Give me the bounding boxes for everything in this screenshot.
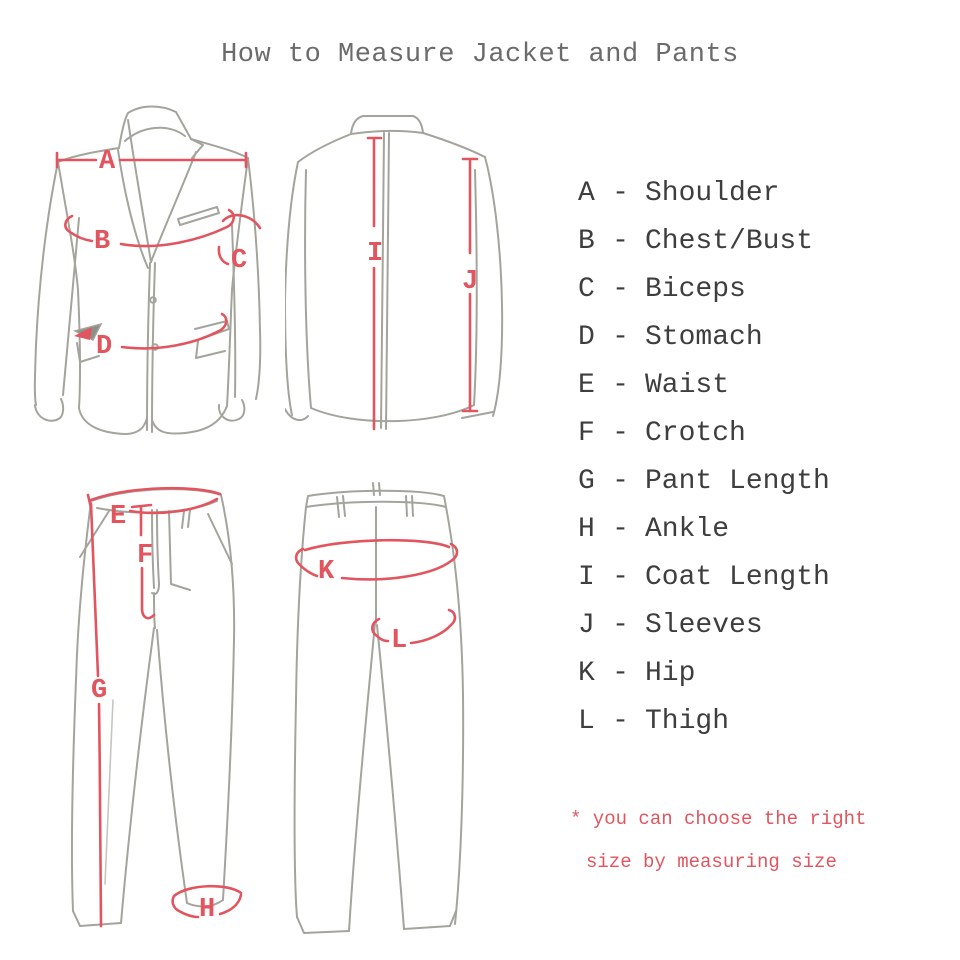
legend-row (578, 601, 830, 649)
legend-name: Biceps (645, 273, 746, 305)
legend-separator: - (612, 369, 629, 401)
legend-row (578, 697, 830, 745)
legend-name: Sleeves (645, 609, 763, 641)
note-line-2: size by measuring size (586, 851, 837, 873)
legend-letter: B (578, 225, 595, 257)
legend-row (578, 265, 830, 313)
belt-loop (182, 510, 190, 528)
measure-line-stomach (122, 314, 226, 348)
measurement-legend (578, 169, 830, 745)
legend-row (578, 649, 830, 697)
legend-separator: - (612, 225, 629, 257)
measure-letter-e: E (110, 502, 127, 532)
legend-letter: G (578, 465, 595, 497)
legend-separator: - (612, 465, 629, 497)
legend-row (578, 505, 830, 553)
waistband (306, 491, 446, 507)
legend-letter: I (578, 561, 595, 593)
legend-separator: - (612, 609, 629, 641)
measure-letter-b: B (94, 227, 111, 257)
legend-letter: F (578, 417, 595, 449)
jacket-back-drawing (285, 100, 535, 480)
breast-pocket (178, 207, 219, 225)
measure-letter-c: C (231, 246, 248, 276)
legend-name: Thigh (645, 705, 730, 737)
measure-letter-g: G (91, 676, 108, 706)
legend-name: Hip (645, 657, 696, 689)
measure-letter-f: F (137, 541, 154, 571)
legend-letter: E (578, 369, 595, 401)
legend-separator: - (612, 513, 629, 545)
jacket-front-drawing (30, 100, 280, 480)
left-pocket-slant (80, 511, 109, 557)
measure-letter-j: J (462, 267, 479, 297)
legend-letter: K (578, 657, 595, 689)
measure-line-coat-length (367, 138, 384, 429)
pants-back-drawing (290, 480, 540, 940)
legend-letter: J (578, 609, 595, 641)
legend-row (578, 361, 830, 409)
measure-letter-d: D (96, 332, 113, 362)
legend-row (578, 313, 830, 361)
jacket-front-outline (35, 107, 260, 435)
legend-letter: A (578, 177, 595, 209)
legend-name: Ankle (645, 513, 730, 545)
legend-name: Waist (645, 369, 730, 401)
measure-line-pant-length (91, 504, 101, 926)
page-title: How to Measure Jacket and Pants (221, 40, 739, 70)
center-back-seam (381, 133, 384, 428)
legend-row (578, 409, 830, 457)
legend-row (578, 169, 830, 217)
legend-name: Shoulder (645, 177, 780, 209)
measure-letter-h: H (199, 895, 216, 925)
legend-separator: - (612, 657, 629, 689)
measure-letter-l: L (391, 626, 408, 656)
legend-separator: - (612, 561, 629, 593)
legend-name: Chest/Bust (645, 225, 814, 257)
measure-line-thigh (372, 610, 455, 643)
measure-letter-a: A (99, 147, 116, 177)
legend-name: Crotch (645, 417, 746, 449)
legend-separator: - (612, 417, 629, 449)
legend-letter: H (578, 513, 595, 545)
measure-letter-k: K (318, 557, 335, 587)
legend-separator: - (612, 177, 629, 209)
legend-letter: L (578, 705, 595, 737)
legend-letter: D (578, 321, 595, 353)
legend-row (578, 457, 830, 505)
legend-name: Coat Length (645, 561, 830, 593)
legend-separator: - (612, 273, 629, 305)
legend-letter: C (578, 273, 595, 305)
legend-separator: - (612, 705, 629, 737)
pants-front-drawing (60, 480, 280, 940)
measure-letter-i: I (367, 239, 384, 269)
legend-name: Stomach (645, 321, 763, 353)
legend-row (578, 217, 830, 265)
crease-line (105, 700, 113, 884)
note-line-1: * you can choose the right (570, 808, 867, 830)
legend-separator: - (612, 321, 629, 353)
legend-name: Pant Length (645, 465, 830, 497)
sizing-note (570, 798, 866, 884)
legend-row (578, 553, 830, 601)
right-pocket-flap (195, 321, 229, 339)
pants-back-outline (295, 483, 464, 933)
